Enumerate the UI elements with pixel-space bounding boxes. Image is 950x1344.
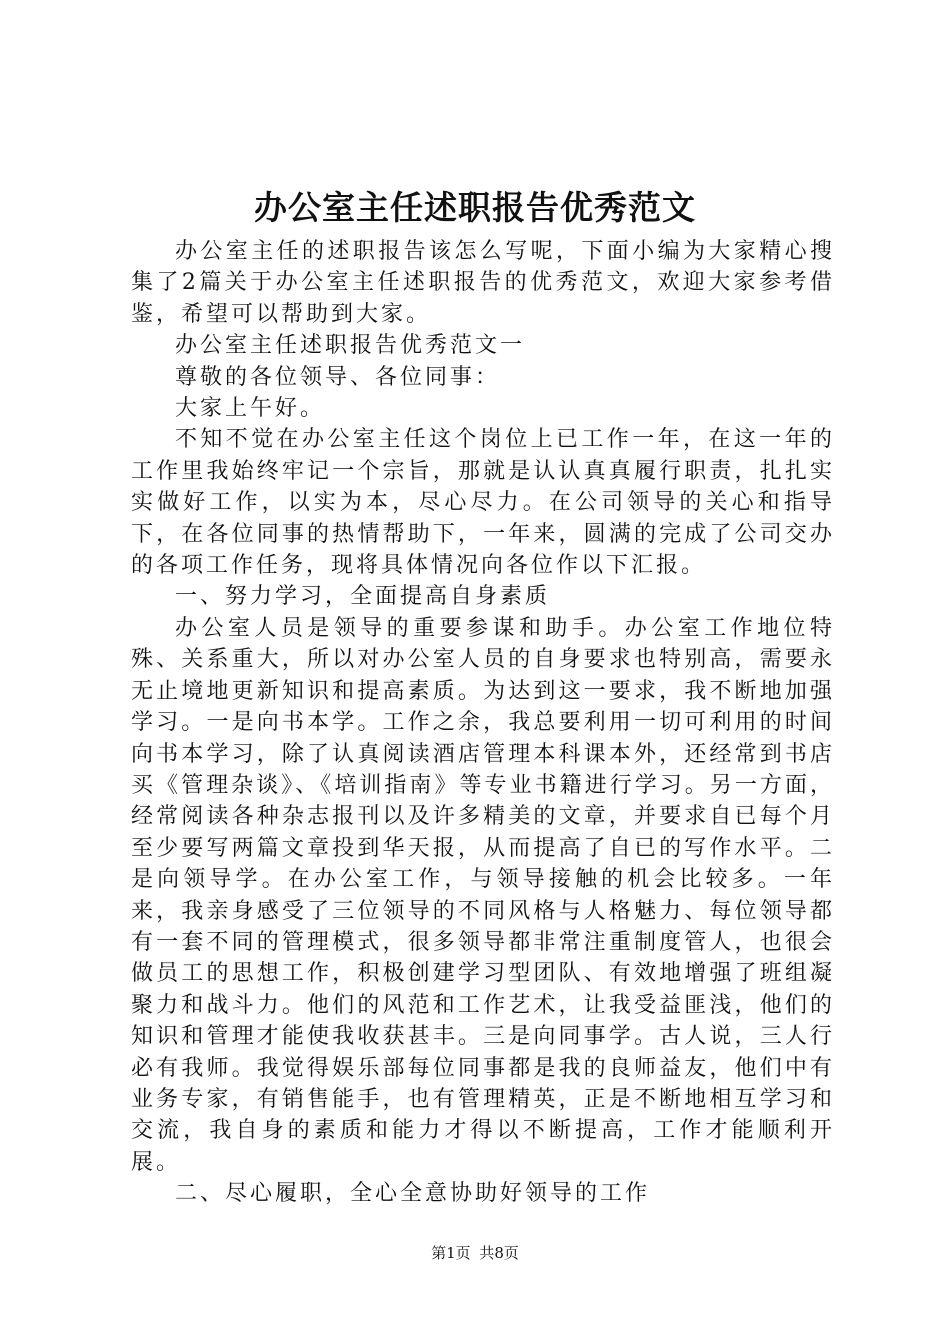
greeting: 大家上午好。 bbox=[175, 396, 326, 422]
document-title: 办公室主任述职报告优秀范文 bbox=[254, 188, 696, 227]
section-heading: 一、努力学习，全面提高自身素质 bbox=[175, 584, 551, 610]
body-paragraph: 办公室人员是领导的重要参谋和助手。办公室工作地位特殊、关系重大，所以对办公室人员的自身要求也特别高，需要永无止境地更新知识和提高素质。为达到这一要求，我不断地加强学习。一是向书本学。工作之余，我总要利用一切可利用的时间向书本学习，除了认真阅读酒店管理本科课本外，还经常到书店买《管理杂谈》、《培训指南》等专业书籍进行学习。另一方面，经常阅读各种杂志报刊以及许多精美的文章，并要求自已每个月至少要写两篇文章投到华天报，从而提高了自已的写作水平。二是向领导学。在办公室工作，与领导接触的机会比较多。一年来，我亲身感受了三位领导的不同风格与人格魅力、每位领导都有一套不同的管理模式，很多领导都非常注重制度管人，也很会做员工的思想工作，积极创建学习型团队、有效地增强了班组凝聚力和战斗力。他们的风范和工作艺术，让我受益匪浅，他们的知识和管理才能使我收获甚丰。三是向同事学。古人说，三人行必有我师。我觉得娱乐部每位同事都是我的良师益友，他们中有业务专家，有销售能手，也有管理精英，正是不断地相互学习和交流，我自身的素质和能力才得以不断提高，工作才能顺利开展。 bbox=[131, 615, 835, 1175]
intro-paragraph: 办公室主任的述职报告该怎么写呢，下面小编为大家精心搜集了2篇关于办公室主任述职报告的优秀范文，欢迎大家参考借鉴，希望可以帮助到大家。 bbox=[131, 239, 835, 327]
page-number: 第1页 bbox=[431, 1244, 471, 1262]
section-heading: 办公室主任述职报告优秀范文一 bbox=[175, 333, 526, 359]
salutation: 尊敬的各位领导、各位同事： bbox=[175, 364, 501, 390]
body-paragraph: 不知不觉在办公室主任这个岗位上已工作一年，在这一年的工作里我始终牢记一个宗旨，那就是认认真真履行职责，扎扎实实做好工作，以实为本，尽心尽力。在公司领导的关心和指导下，在各位同事的热情帮助下，一年来，圆满的完成了公司交办的各项工作任务，现将具体情况向各位作以下汇报。 bbox=[131, 427, 835, 579]
page-total: 共8页 bbox=[479, 1244, 519, 1262]
page-footer bbox=[0, 1243, 950, 1263]
document-body bbox=[131, 236, 835, 1210]
section-heading: 二、尽心履职，全心全意协助好领导的工作 bbox=[175, 1181, 651, 1207]
